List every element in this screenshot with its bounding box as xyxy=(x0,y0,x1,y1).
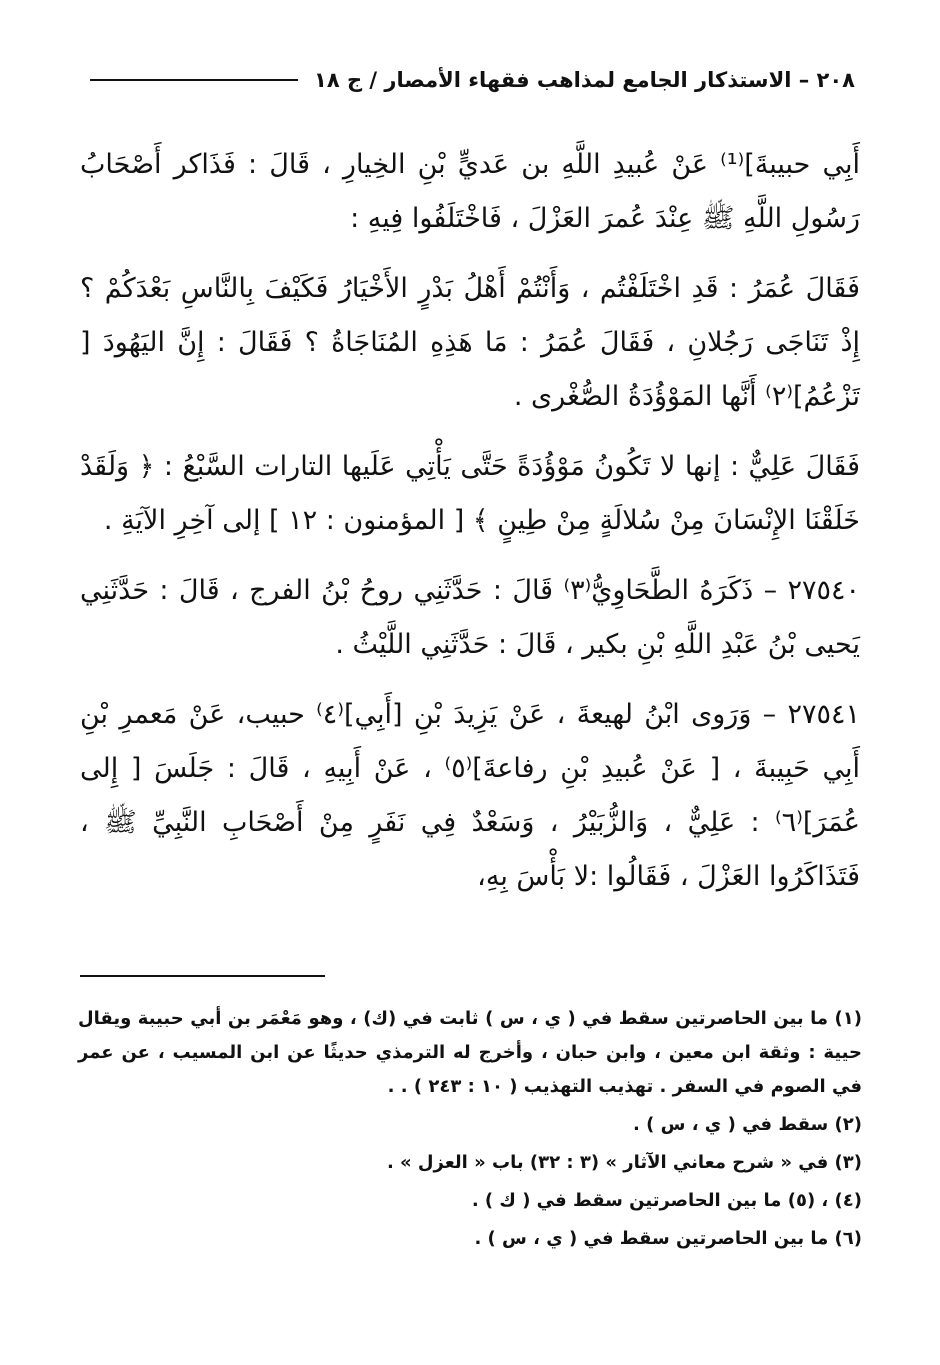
main-text xyxy=(80,138,860,920)
footnote-2: (٢) سقط في ( ي ، س ) . xyxy=(633,1114,862,1135)
header-rule xyxy=(90,79,298,81)
footnote-1: (١) ما بين الحاصرتين سقط في ( ي ، س ) ثابت في (ك) ، وهو مَعْمَر بن أبي حبيبة ويقال حيية : وثقة ابن معين ، وابن حبان ، وأخرج له الترمذي حديثًا عن ابن المسيب ، عن عمر في الصوم في السفر . تهذيب التهذيب ( ١٠ : ٢٤٣ ) . . xyxy=(78,1008,862,1097)
paragraph-2: فَقَالَ عُمَرُ : قَدِ اخْتَلَفْتُم ، وَأَنْتُمْ أَهْلُ بَدْرٍ الأَخْيَارُ فَكَيْفَ بِالنَّاسِ بَعْدَكُمْ ؟ إِذْ تَنَاجَى رَجُلانِ ، فَقَالَ عُمَرُ : مَا هَذِهِ المُنَاجَاةُ ؟ فَقَالَ : إِنَّ اليَهُودَ [ تَزْعُمُ]⁽٢⁾ أَنَّها المَوْؤُدَةُ الصُّغْرى . xyxy=(80,273,860,412)
paragraph-hadith-27541: ٢٧٥٤١ – وَرَوى ابْنُ لهيعةَ ، عَنْ يَزِيدَ بْنِ [أَبِي]⁽٤⁾ حبيب، عَنْ مَعمرِ بْنِ أَبِي حَبِيبةَ ، [ عَنْ عُبيدِ بْنِ رفاعةَ]⁽٥⁾ ، عَنْ أَبِيهِ ، قَالَ : جَلَسَ [ إِلى عُمَرَ]⁽٦⁾ : عَلِيٌّ ، وَالزُّبَيْرُ ، وَسَعْدٌ فِي نَفَرٍ مِنْ أَصْحَابِ النَّبِيِّ ﷺ ، فَتَذَاكَرُوا العَزْلَ ، فَقَالُوا :لا بَأْسَ بِهِ، xyxy=(80,699,860,892)
footnote-4-5: (٤) ، (٥) ما بين الحاصرتين سقط في ( ك ) . xyxy=(471,1190,862,1211)
paragraph-1: أَبِي حبيبةَ]⁽¹⁾ عَنْ عُبيدِ اللَّهِ بن عَديٍّ بْنِ الخِيارِ ، قَالَ : فَذَاكر أَصْحَابُ رَسُولِ اللَّهِ ﷺ عِنْدَ عُمرَ العَزْلَ ، فَاخْتَلَفُوا فِيهِ : xyxy=(80,149,860,234)
footnotes xyxy=(78,1002,862,1256)
running-header-title: ٢٠٨ – الاستذكار الجامع لمذاهب فقهاء الأمصار / ج ١٨ xyxy=(314,68,855,92)
page-header xyxy=(90,60,855,100)
paragraph-3: فَقَالَ عَلِيٌّ : إنها لا تَكُونُ مَوْؤُدَةً حَتَّى يَأْتِي عَلَيها التارات السَّبْعُ : ﴿ وَلَقَدْ خَلَقْنَا الإِنْسَانَ مِنْ سُلالَةٍ مِنْ طِينٍ ﴾ [ المؤمنون : ١٢ ] إلى آخِرِ الآيَةِ . xyxy=(80,451,860,536)
footnote-6: (٦) ما بين الحاصرتين سقط في ( ي ، س ) . xyxy=(474,1228,862,1249)
paragraph-hadith-27540: ٢٧٥٤٠ – ذَكَرَهُ الطَّحَاوِيُّ⁽٣⁾ قَالَ : حَدَّثَنِي روحُ بْنُ الفرج ، قَالَ : حَدَّثَنِي يَحيى بْنُ عَبْدِ اللَّهِ بْنِ بكير ، قَالَ : حَدَّثَنِي اللَّيْثُ . xyxy=(80,575,860,660)
footnote-3: (٣) في « شرح معاني الآثار » (٣ : ٣٢) باب « العزل » . xyxy=(386,1152,862,1173)
footnote-divider xyxy=(80,975,325,977)
